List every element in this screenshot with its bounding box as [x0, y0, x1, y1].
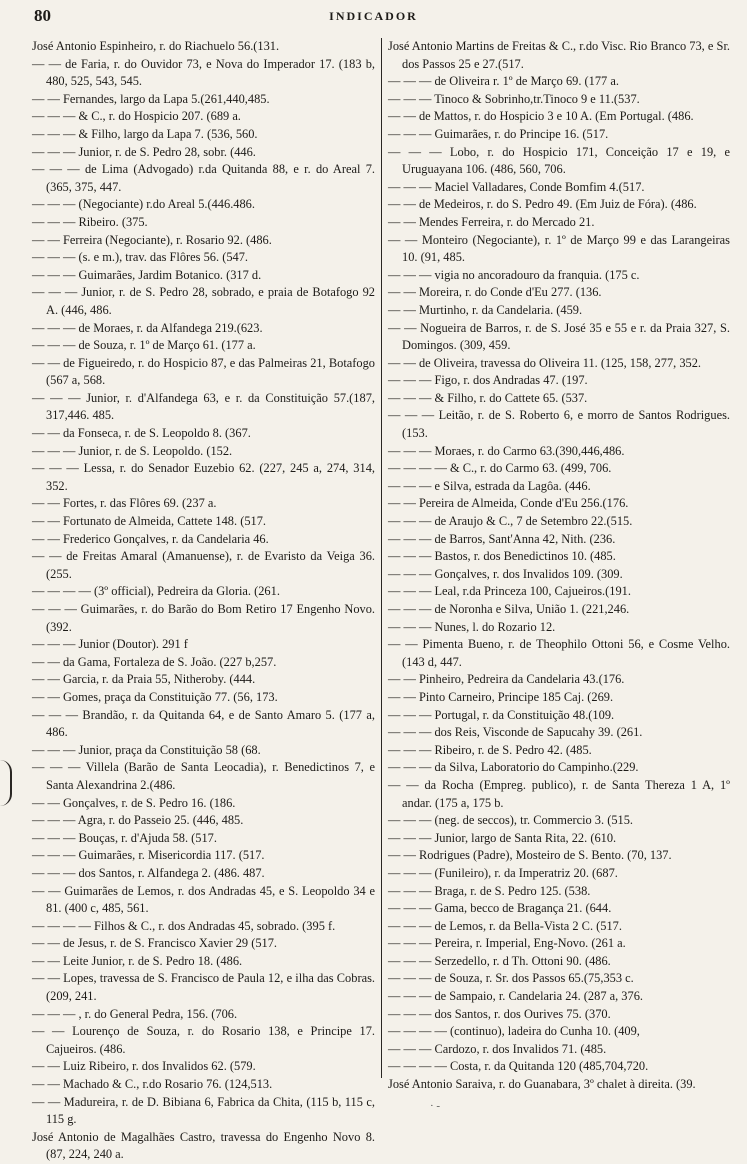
margin-bracket-mark: [0, 760, 12, 806]
directory-entry: José Antonio de Magalhães Castro, travessa do Engenho Novo 8. (87, 224, 240 a.: [32, 1129, 375, 1162]
directory-entry: José Antonio Espinheiro, r. do Riachuelo 56.(131.: [32, 39, 280, 53]
directory-entry: — — — (Funileiro), r. da Imperatriz 20. (687.: [388, 865, 618, 880]
directory-entry: — — — de Noronha e Silva, União 1. (221,246.: [388, 602, 630, 616]
directory-entry: — — — Moraes, r. do Carmo 63.(390,446,486.: [388, 443, 625, 458]
directory-entry: — — de Figueiredo, r. do Hospicio 87, e das Palmeiras 21, Botafogo (567 a, 568.: [32, 355, 375, 388]
page-header: [0, 0, 747, 40]
directory-entry: — — — Portugal, r. da Constituição 48.(109.: [388, 707, 615, 722]
directory-entry: — — — da Silva, Laboratorio do Campinho.(229.: [388, 760, 639, 775]
directory-entry: — — Lourenço de Souza, r. do Rosario 138, e Principe 17. Cajueiros. (486.: [32, 1024, 375, 1056]
directory-entry: — — de Freitas Amaral (Amanuense), r. de Evaristo da Veiga 36. (255.: [32, 549, 375, 581]
directory-entry: — — — de Moraes, r. da Alfandega 219.(623.: [32, 320, 263, 335]
directory-entry: — — — vigia no ancoradouro da franquia. (175 c.: [388, 267, 640, 282]
directory-entry: — — — de Araujo & C., 7 de Setembro 22.(515.: [388, 514, 633, 529]
directory-entry: — — — Junior, r. de S. Pedro 28, sobr. (446.: [32, 144, 256, 159]
directory-entry: José Antonio Martins de Freitas & C., r.do Visc. Rio Branco 73, e Sr. dos Passos 25 e 27.(517.: [388, 39, 730, 71]
footer-mark: · -: [430, 1100, 441, 1112]
directory-entry: — — — Braga, r. de S. Pedro 125. (538.: [388, 883, 591, 898]
directory-entry: — — — de Oliveira r. 1º de Março 69. (177 a.: [388, 74, 619, 89]
directory-entry: — — — — Filhos & C., r. dos Andradas 45, sobrado. (395 f.: [32, 918, 336, 933]
left-column: [32, 38, 381, 1162]
directory-entry: — — Frederico Gonçalves, r. da Candelaria 46.: [32, 531, 269, 546]
directory-entry: — — — Leal, r.da Princeza 100, Cajueiros.(191.: [388, 584, 631, 599]
directory-entry: — — — — & C., r. do Carmo 63. (499, 706.: [388, 461, 612, 476]
directory-entry: — — — — Costa, r. da Quitanda 120 (485,704,720.: [388, 1059, 649, 1074]
directory-entry: — — de Jesus, r. de S. Francisco Xavier 29 (517.: [32, 936, 278, 951]
directory-entry: — — — e Silva, estrada da Lagôa. (446.: [388, 478, 591, 493]
directory-entry: — — Gonçalves, r. de S. Pedro 16. (186.: [32, 795, 236, 810]
directory-entry: — — — Tinoco & Sobrinho,tr.Tinoco 9 e 11.(537.: [388, 91, 640, 106]
directory-entry: — — — Villela (Barão de Santa Leocadia), r. Benedictinos 7, e Santa Alexandrina 2.(486.: [32, 760, 375, 792]
directory-entry: — — Murtinho, r. da Candelaria. (459.: [388, 302, 583, 317]
directory-entry: — — Fortunato de Almeida, Cattete 148. (517.: [32, 514, 267, 529]
directory-entry: — — Leite Junior, r. de S. Pedro 18. (486.: [32, 953, 243, 968]
directory-entry: — — Rodrigues (Padre), Mosteiro de S. Bento. (70, 137.: [388, 848, 672, 863]
directory-entry: — — — Guimarães, Jardim Botanico. (317 d.: [32, 267, 262, 282]
directory-entry: — — — de Lemos, r. da Bella-Vista 2 C. (517.: [388, 918, 622, 933]
directory-entry: — — — Junior, r. d'Alfandega 63, e r. da Constituição 57.(187, 317,446. 485.: [32, 390, 375, 423]
directory-entry: — — Gomes, praça da Constituição 77. (56, 173.: [32, 689, 278, 704]
directory-entry: — — — Lobo, r. do Hospicio 171, Conceição 17 e 19, e Uruguayana 106. (486, 560, 706.: [388, 144, 730, 177]
directory-entry: — — — Lessa, r. do Senador Euzebio 62. (227, 245 a, 274, 314, 352.: [32, 461, 375, 493]
directory-entry: — — Luiz Ribeiro, r. dos Invalidos 62. (579.: [32, 1059, 256, 1074]
directory-entry: — — — (neg. de seccos), tr. Commercio 3. (515.: [388, 813, 634, 828]
directory-entry: — — — Bastos, r. dos Benedictinos 10. (485.: [388, 549, 616, 564]
directory-entry: — — — — (continuo), ladeira do Cunha 10. (409,: [388, 1024, 640, 1039]
directory-entry: — — — dos Reis, Visconde de Sapucahy 39. (261.: [388, 725, 643, 740]
directory-entry: — — Pereira de Almeida, Conde d'Eu 256.(176.: [388, 496, 629, 511]
directory-entry: — — — Cardozo, r. dos Invalidos 71. (485.: [388, 1041, 607, 1056]
directory-entry: — — Machado & C., r.do Rosario 76. (124,513.: [32, 1077, 273, 1092]
directory-entry: — — Moreira, r. do Conde d'Eu 277. (136.: [388, 285, 602, 300]
directory-entry: — — Pinto Carneiro, Principe 185 Caj. (269.: [388, 689, 614, 704]
directory-entry: — — — Gama, becco de Bragança 21. (644.: [388, 901, 612, 916]
directory-entry: José Antonio Saraiva, r. do Guanabara, 3º chalet à direita. (39.: [388, 1077, 696, 1092]
directory-entry: — — — Junior, praça da Constituição 58 (68.: [32, 742, 261, 757]
directory-entry: — — Mendes Ferreira, r. do Mercado 21.: [388, 214, 595, 229]
directory-entry: — — da Rocha (Empreg. publico), r. de Santa Thereza 1 A, 1º andar. (175 a, 175 b.: [388, 777, 730, 810]
directory-entry: — — — Leitão, r. de S. Roberto 6, e morro de Santos Rodrigues. (153.: [388, 408, 730, 441]
directory-entry: — — Fernandes, largo da Lapa 5.(261,440,485.: [32, 91, 270, 106]
directory-entry: — — Lopes, travessa de S. Francisco de Paula 12, e ilha das Cobras. (209, 241.: [32, 971, 375, 1004]
directory-entry: — — Madureira, r. de D. Bibiana 6, Fabrica da Chita, (115 b, 115 c, 115 g.: [32, 1094, 375, 1127]
directory-entry: — — Guimarães de Lemos, r. dos Andradas 45, e S. Leopoldo 34 e 81. (400 c, 485, 561.: [32, 883, 375, 916]
directory-entry: — — — Gonçalves, r. dos Invalidos 109. (309.: [388, 566, 623, 581]
directory-entry: — — — Pereira, r. Imperial, Eng-Novo. (261 a.: [388, 936, 626, 951]
directory-entry: — — — Serzedello, r. d Th. Ottoni 90. (486.: [388, 953, 611, 968]
directory-entry: — — — (Negociante) r.do Areal 5.(446.486.: [32, 197, 255, 212]
directory-entry: — — — Junior, r. de S. Leopoldo. (152.: [32, 443, 233, 458]
directory-entry: — — — Maciel Valladares, Conde Bomfim 4.(517.: [388, 179, 645, 194]
directory-entry: — — Pinheiro, Pedreira da Candelaria 43.(176.: [388, 672, 625, 687]
directory-entry: — — — , r. do General Pedra, 156. (706.: [32, 1006, 238, 1021]
directory-entry: — — — Junior (Doutor). 291 f: [32, 637, 188, 652]
directory-entry: — — — Figo, r. dos Andradas 47. (197.: [388, 373, 588, 388]
directory-entry: — — — de Souza, r. 1º de Março 61. (177 a.: [32, 338, 256, 353]
directory-entry: — — — & Filho, largo da Lapa 7. (536, 560.: [32, 126, 258, 141]
directory-entry: — — Ferreira (Negociante), r. Rosario 92. (486.: [32, 232, 272, 247]
directory-entry: — — de Medeiros, r. do S. Pedro 49. (Em Juiz de Fóra). (486.: [388, 197, 697, 212]
directory-entry: — — — de Lima (Advogado) r.da Quitanda 88, e r. do Areal 7. (365, 375, 447.: [32, 162, 375, 194]
directory-entry: — — — Bouças, r. d'Ajuda 58. (517.: [32, 830, 217, 845]
directory-entry: — — Garcia, r. da Praia 55, Nitheroby. (444.: [32, 672, 256, 687]
directory-entry: — — — Brandão, r. da Quitanda 64, e de Santo Amaro 5. (177 a, 486.: [32, 707, 375, 740]
directory-entry: — — — Junior, r. de S. Pedro 28, sobrado, e praia de Botafogo 92 A. (446, 486.: [32, 285, 375, 317]
running-title: INDICADOR: [329, 9, 418, 23]
directory-entry: — — — & Filho, r. do Cattete 65. (537.: [388, 390, 588, 405]
directory-entry: — — — de Barros, Sant'Anna 42, Nith. (236.: [388, 531, 616, 546]
directory-entry: — — de Mattos, r. do Hospicio 3 e 10 A. (Em Portugal. (486.: [388, 109, 694, 124]
directory-entry: — — — dos Santos, r. Alfandega 2. (486. 487.: [32, 865, 265, 880]
directory-entry: — — — Guimarães, r. do Barão do Bom Retiro 17 Engenho Novo. (392.: [32, 602, 375, 634]
directory-columns: [32, 38, 730, 1162]
directory-entry: — — — de Sampaio, r. Candelaria 24. (287 a, 376.: [388, 989, 643, 1004]
directory-entry: — — de Oliveira, travessa do Oliveira 11. (125, 158, 277, 352.: [388, 355, 702, 370]
directory-entry: — — — Guimarães, r. do Principe 16. (517.: [388, 126, 609, 141]
directory-entry: — — Pimenta Bueno, r. de Theophilo Ottoni 56, e Cosme Velho. (143 d, 447.: [388, 637, 730, 669]
directory-entry: — — — Nunes, l. do Rozario 12.: [388, 619, 556, 634]
directory-entry: — — — dos Santos, r. dos Ourives 75. (370.: [388, 1006, 611, 1021]
directory-entry: — — Monteiro (Negociante), r. 1º de Março 99 e das Larangeiras 10. (91, 485.: [388, 232, 730, 265]
directory-entry: — — da Gama, Fortaleza de S. João. (227 b,257.: [32, 654, 277, 669]
directory-entry: — — — Ribeiro, r. de S. Pedro 42. (485.: [388, 742, 592, 757]
right-column: [381, 38, 730, 1092]
directory-entry: — — — Guimarães, r. Misericordia 117. (517.: [32, 848, 265, 863]
directory-entry: — — — Ribeiro. (375.: [32, 214, 148, 229]
directory-entry: — — — de Souza, r. Sr. dos Passos 65.(75,353 c.: [388, 971, 634, 986]
directory-entry: — — — (s. e m.), trav. das Flôres 56. (547.: [32, 250, 249, 265]
directory-entry: — — Fortes, r. das Flôres 69. (237 a.: [32, 496, 217, 511]
directory-entry: — — de Faria, r. do Ouvidor 73, e Nova do Imperador 17. (183 b, 480, 525, 543, 545.: [32, 56, 375, 89]
page-number: 80: [34, 6, 51, 25]
directory-entry: — — — Junior, largo de Santa Rita, 22. (610.: [388, 830, 617, 845]
directory-entry: — — — — (3º official), Pedreira da Gloria. (261.: [32, 584, 280, 599]
directory-entry: — — da Fonseca, r. de S. Leopoldo 8. (367.: [32, 426, 251, 441]
directory-entry: — — — Agra, r. do Passeio 25. (446, 485.: [32, 813, 244, 828]
directory-entry: — — — & C., r. do Hospicio 207. (689 a.: [32, 109, 241, 124]
directory-entry: — — Nogueira de Barros, r. de S. José 35 e 55 e r. da Praia 327, S. Domingos. (309, 459.: [388, 320, 730, 353]
